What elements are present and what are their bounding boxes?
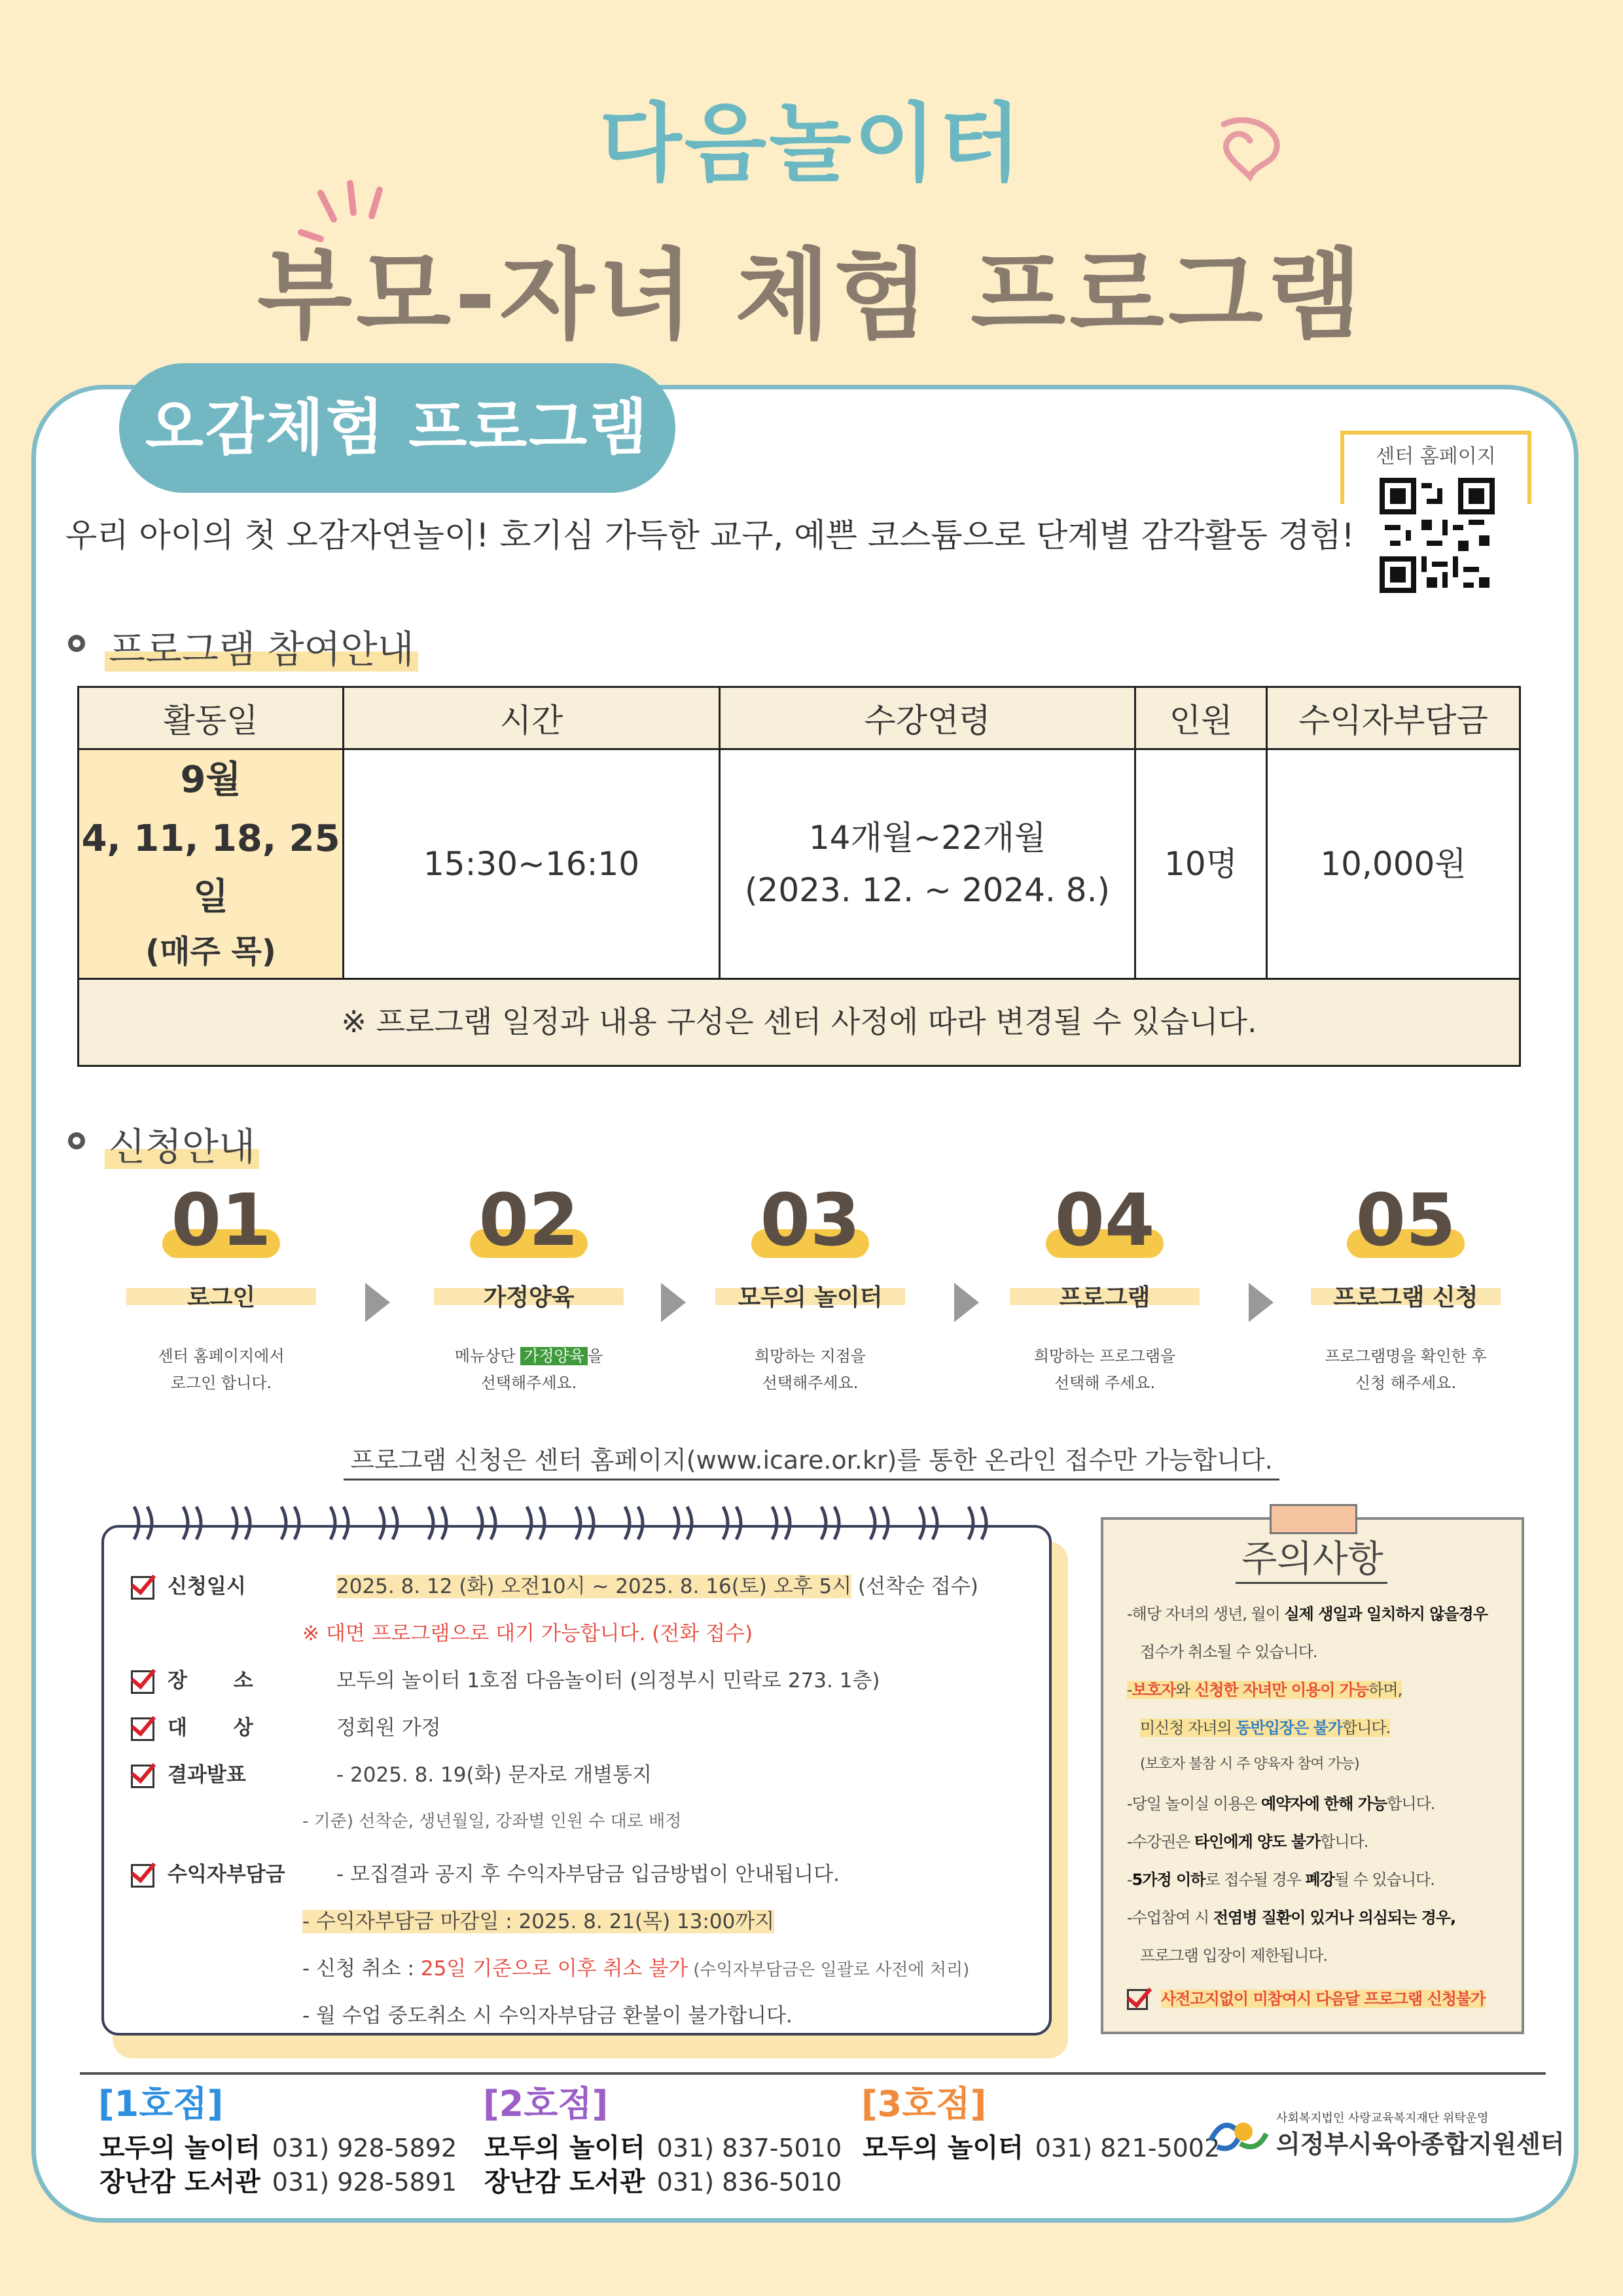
center-logo-icon — [1204, 2111, 1270, 2157]
caution-item: 접수가 취소될 수 있습니다. — [1140, 1643, 1317, 1661]
org-name: 의정부시육아종합지원센터 — [1276, 2130, 1565, 2159]
activity-date-cell — [79, 749, 344, 979]
step-number: 03 — [760, 1178, 861, 1262]
branch2-title: [2호점] — [483, 2083, 609, 2125]
apply-note: ※ 대면 프로그램으로 대기 가능합니다. (전화 접수) — [302, 1622, 753, 1645]
time-cell: 15:30~16:10 — [344, 749, 720, 979]
result-row: 결과발표 - 2025. 8. 19(화) 문자로 개별통지 — [131, 1758, 652, 1788]
step-arrow-icon — [1249, 1283, 1274, 1322]
footer-divider — [80, 2072, 1546, 2075]
age-range: 14개월~22개월 — [808, 818, 1046, 857]
checkbox-checked-icon — [131, 1717, 154, 1741]
date-weekday: (매주 목) — [145, 933, 276, 970]
result-note: - 기준) 선착순, 생년월일, 강좌별 인원 수 대로 배정 — [302, 1812, 682, 1831]
caution-warning: 사전고지없이 미참여시 다음달 프로그램 신청불가 — [1127, 1986, 1485, 2010]
table-note-row — [79, 978, 1520, 1066]
caution-item: -보호자와 신청한 자녀만 이용이 가능하며, — [1127, 1681, 1402, 1699]
age-birth-range: (2023. 12. ~ 2024. 8.) — [745, 870, 1110, 909]
target-row: 대 상 정회원 가정 — [131, 1711, 441, 1741]
branch3-title: [3호점] — [861, 2083, 987, 2125]
fee-deadline: - 수익자부담금 마감일 : 2025. 8. 21(목) 13:00까지 — [302, 1910, 775, 1933]
caution-item: -당일 놀이실 이용은 예약자에 한해 가능합니다. — [1127, 1795, 1435, 1813]
age-cell — [720, 749, 1135, 979]
branch1-title: [1호점] — [98, 2083, 224, 2125]
step-arrow-icon — [365, 1283, 390, 1322]
section-bullet-icon — [68, 1132, 85, 1149]
caution-item: -수강권은 타인에게 양도 불가합니다. — [1127, 1833, 1368, 1851]
fee-cell: 10,000원 — [1267, 749, 1520, 979]
page-title: 부모-자녀 체험 프로그램 — [257, 239, 1366, 353]
step-arrow-icon — [661, 1283, 686, 1322]
heart-doodle-icon — [1211, 105, 1302, 196]
program-intro: 우리 아이의 첫 오감자연놀이! 호기심 가득한 교구, 예쁜 코스튬으로 단계별 감각활동 경험! — [65, 516, 1355, 554]
caution-item: -해당 자녀의 생년, 월이 실제 생일과 일치하지 않을경우 — [1127, 1605, 1488, 1623]
caution-title: 주의사항 — [1241, 1538, 1383, 1581]
step-description: 센터 홈페이지에서 로그인 합니다. — [158, 1347, 285, 1392]
fee-cancel: - 신청 취소 : 25일 기준으로 이후 취소 불가 (수익자부담금은 일괄로 사전에 처리) — [302, 1957, 970, 1981]
step-label: 프로그램 신청 — [1333, 1284, 1478, 1311]
table-header: 수강연령 — [720, 687, 1135, 749]
branch2-toylibrary: 장난감 도서관 031) 836-5010 — [484, 2167, 842, 2197]
qr-code-icon[interactable] — [1380, 478, 1495, 593]
caution-item: -수업참여 시 전염병 질환이 있거나 의심되는 경우, — [1127, 1909, 1456, 1927]
table-header-row — [79, 687, 1520, 749]
step-description: 메뉴상단 가정양육 을 선택해주세요. — [454, 1347, 603, 1392]
schedule-note: ※ 프로그램 일정과 내용 구성은 센터 사정에 따라 변경될 수 있습니다. — [79, 978, 1520, 1066]
caution-title-underline — [1236, 1582, 1387, 1584]
section-title-application: 신청안내 — [105, 1116, 259, 1171]
branch1-toylibrary: 장난감 도서관 031) 928-5891 — [99, 2167, 457, 2197]
menu-highlight: 가정양육 — [520, 1347, 588, 1365]
step-label: 프로그램 — [1059, 1284, 1150, 1311]
step-description: 희망하는 프로그램을 선택해 주세요. — [1033, 1347, 1176, 1392]
step-description: 희망하는 지점을 선택해주세요. — [755, 1347, 866, 1392]
table-header: 활동일 — [79, 687, 344, 749]
table-header: 인원 — [1135, 687, 1267, 749]
step-number: 01 — [171, 1178, 272, 1262]
checkbox-checked-icon — [1127, 1989, 1148, 2010]
place-row: 장 소 모두의 놀이터 1호점 다음놀이터 (의정부시 민락로 273. 1층) — [131, 1664, 880, 1694]
apply-date-row: 신청일시 2025. 8. 12 (화) 오전10시 ~ 2025. 8. 16(토) 오후 5시 (선착순 접수) — [131, 1570, 978, 1600]
branch2-playground: 모두의 놀이터 031) 837-5010 — [484, 2133, 842, 2163]
spiral-binding-icon — [128, 1500, 1031, 1546]
table-row — [79, 749, 1520, 979]
branch1-playground: 모두의 놀이터 031) 928-5892 — [99, 2133, 457, 2163]
caution-item: 프로그램 입장이 제한됩니다. — [1140, 1946, 1328, 1965]
org-operator: 사회복지법인 사랑교육복지재단 위탁운영 — [1276, 2111, 1489, 2125]
step-label: 모두의 놀이터 — [738, 1284, 883, 1311]
qr-label: 센터 홈페이지 — [1376, 445, 1496, 468]
section-title-participation: 프로그램 참여안내 — [105, 619, 418, 673]
program-name-pill: 오감체험 프로그램 — [119, 363, 675, 493]
checkbox-checked-icon — [131, 1765, 154, 1788]
caution-item: -5가정 이하로 접수될 경우 폐강될 수 있습니다. — [1127, 1871, 1435, 1889]
step-label: 로그인 — [187, 1284, 256, 1311]
step-number: 02 — [478, 1178, 579, 1262]
caution-item: (보호자 불참 시 주 양육자 참여 가능) — [1140, 1756, 1359, 1772]
step-arrow-icon — [954, 1283, 979, 1322]
checkbox-checked-icon — [131, 1670, 154, 1694]
capacity-cell: 10명 — [1135, 749, 1267, 979]
date-days: 4, 11, 18, 25일 — [81, 817, 340, 919]
brand-title: 다음놀이터 — [599, 94, 1024, 193]
table-header: 시간 — [344, 687, 720, 749]
branch3-playground: 모두의 놀이터 031) 821-5002 — [863, 2133, 1221, 2163]
fee-row: 수익자부담금 - 모집결과 공지 후 수익자부담금 입금방법이 안내됩니다. — [131, 1857, 840, 1888]
checkbox-checked-icon — [131, 1864, 154, 1888]
caution-item: 미신청 자녀의 동반입장은 불가합니다. — [1140, 1719, 1391, 1737]
online-notice: 프로그램 신청은 센터 홈페이지(www.icare.or.kr)를 통한 온라인 접수만 가능합니다. — [0, 1440, 1623, 1476]
date-month: 9월 — [180, 759, 241, 801]
step-label: 가정양육 — [483, 1284, 575, 1311]
step-number: 05 — [1355, 1178, 1456, 1262]
info-table — [77, 686, 1521, 1067]
step-number: 04 — [1054, 1178, 1155, 1262]
table-header: 수익자부담금 — [1267, 687, 1520, 749]
checkbox-checked-icon — [131, 1576, 154, 1600]
fee-refund: - 월 수업 중도취소 시 수익자부담금 환불이 불가합니다. — [302, 2004, 793, 2028]
step-description: 프로그램명을 확인한 후 신청 해주세요. — [1325, 1347, 1487, 1392]
section-bullet-icon — [68, 635, 85, 652]
